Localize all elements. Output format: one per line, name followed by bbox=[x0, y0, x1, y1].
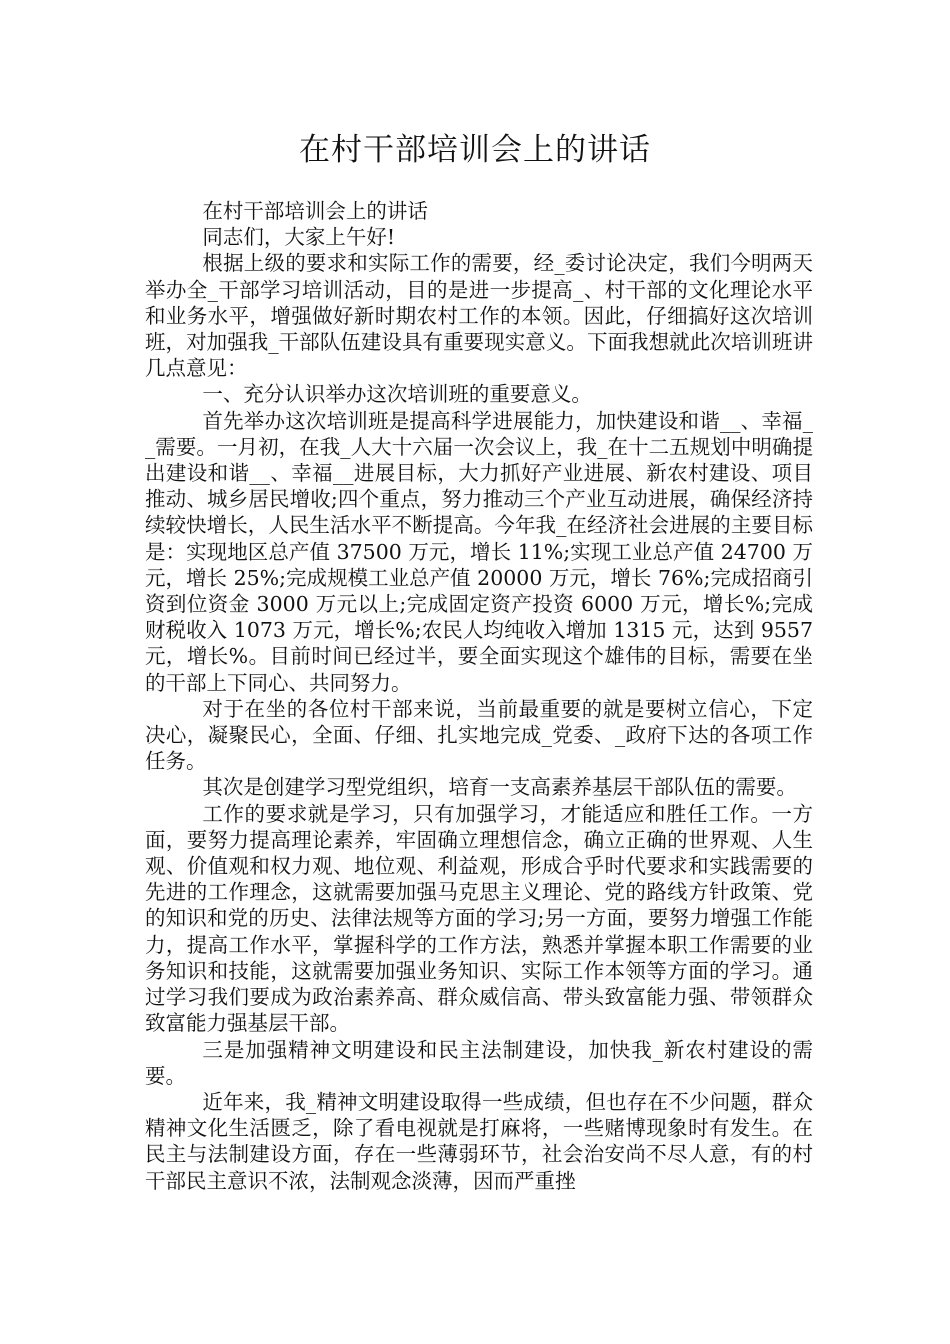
paragraph-subtitle: 在村干部培训会上的讲话 bbox=[202, 199, 428, 223]
paragraph: 对于在坐的各位村干部来说，当前最重要的就是要树立信心，下定决心，凝聚民心，全面、仔细、扎实地完成_党委、_政府下达的各项工作任务。 bbox=[145, 696, 813, 774]
paragraph: 首先举办这次培训班是提高科学进展能力，加快建设和谐__、幸福__需要。一月初，在我_人大十六届一次会议上，我_在十二五规划中明确提出建设和谐__、幸福__进展目标，大力抓好产业进展、新农村建设、项目推动、城乡居民增收;四个重点，努力推动三个产业互动进展，确保经济持续较快增长，人民生活水平不断提高。今年我_在经济社会进展的主要目标是：实现地区总产值 37500 万元，增长 11%;实现工业总产值 24700 万元，增长 25%;完成规模工业总产值 20000 万元，增长 76%;完成招商引资到位资金 3000 万元以上;完成固定资产投资 6000 万元，增长%;完成财税收入 1073 万元，增长%;农民人均纯收入增加 1315 元，达到 9557 元，增长%。目前时间已经过半，要全面实现这个雄伟的目标，需要在坐的干部上下同心、共同努力。 bbox=[145, 408, 813, 695]
document-title: 在村干部培训会上的讲话 bbox=[299, 132, 651, 168]
paragraph-greeting: 同志们，大家上午好! bbox=[202, 225, 396, 250]
paragraph: 工作的要求就是学习，只有加强学习，才能适应和胜任工作。一方面，要努力提高理论素养，牢固确立理想信念，确立正确的世界观、人生观、价值观和权力观、地位观、利益观，形成合乎时代要求和实践需要的先进的工作理念，这就需要加强马克思主义理论、党的路线方针政策、党的知识和党的历史、法律法规等方面的学习;另一方面，要努力增强工作能力，提高工作水平，掌握科学的工作方法，熟悉并掌握本职工作需要的业务知识和技能，这就需要加强业务知识、实际工作本领等方面的学习。通过学习我们要成为政治素养高、群众威信高、带头致富能力强、带领群众致富能力强基层干部。 bbox=[145, 801, 813, 1036]
section-heading: 三是加强精神文明建设和民主法制建设，加快我_新农村建设的需要。 bbox=[145, 1037, 813, 1088]
paragraph: 近年来，我_精神文明建设取得一些成绩，但也存在不少问题，群众精神文化生活匮乏，除了看电视就是打麻将，一些赌博现象时有发生。在民主与法制建设方面，存在一些薄弱环节，社会治安尚不尽人意，有的村干部民主意识不浓，法制观念淡薄，因而严重挫 bbox=[145, 1089, 813, 1193]
section-heading: 其次是创建学习型党组织，培育一支高素养基层干部队伍的需要。 bbox=[202, 775, 797, 800]
document-body bbox=[145, 198, 813, 1194]
paragraph: 根据上级的要求和实际工作的需要，经_委讨论决定，我们今明两天举办全_干部学习培训活动，目的是进一步提高_、村干部的文化理论水平和业务水平，增强做好新时期农村工作的本领。因此，仔细搞好这次培训班，对加强我_干部队伍建设具有重要现实意义。下面我想就此次培训班讲几点意见： bbox=[145, 251, 813, 381]
section-heading: 一、充分认识举办这次培训班的重要意义。 bbox=[202, 382, 592, 407]
